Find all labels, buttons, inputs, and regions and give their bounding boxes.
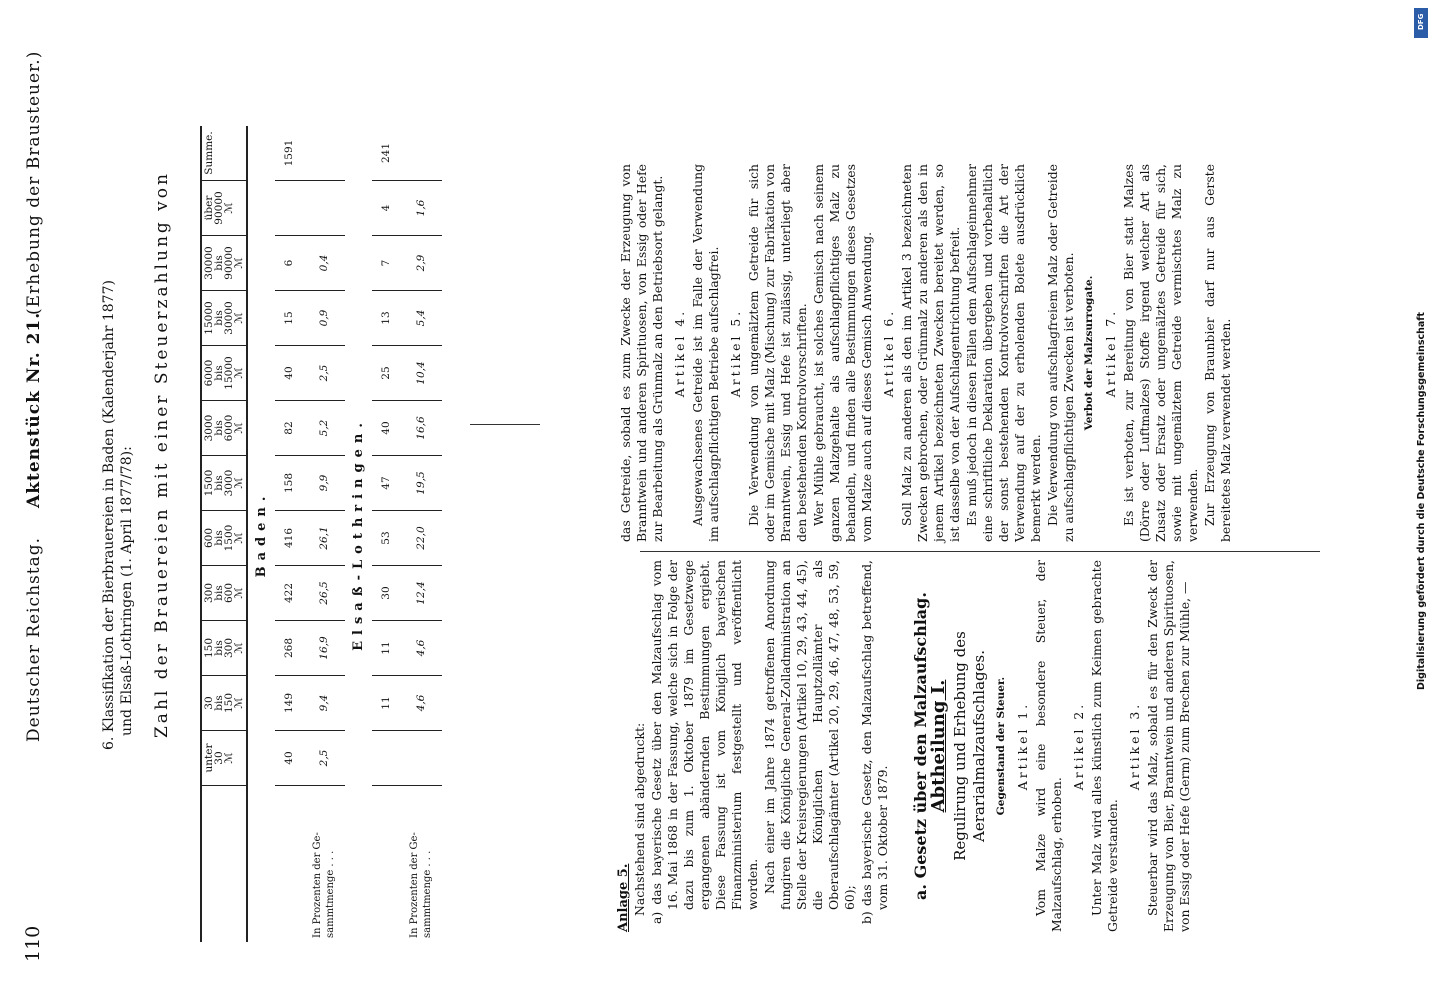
- percent-cell: [400, 126, 442, 181]
- column-header-line: 30000: [203, 246, 215, 280]
- column-header-line: bis: [213, 310, 225, 326]
- column-header: [201, 456, 247, 511]
- percent-cell: 5,4: [400, 291, 442, 346]
- region-name: Baden.: [254, 490, 269, 578]
- percent-cell: 9,4: [303, 676, 345, 731]
- percent-row: [303, 126, 345, 942]
- header-left: Deutscher Reichstag.: [24, 537, 44, 742]
- anlage-heading: Anlage 5.: [616, 863, 631, 932]
- digitization-credit: Digitalisierung gefördert durch die Deutsche Forschungsgemeinschaft: [1416, 312, 1427, 690]
- statistics-title: [100, 60, 136, 750]
- column-header: [201, 676, 247, 731]
- count-cell: 30: [372, 566, 400, 621]
- left-text-column: [616, 560, 1194, 932]
- column-header: [201, 566, 247, 621]
- classification-table: [200, 126, 442, 942]
- article-3-text: Steuerbar wird das Malz, sobald es für den Zweck der Erzeugung von Bier, Branntwein und anderen Spirituosen, von Essig oder Hefe (Germ) zum Brechen zur Mühle, —: [1145, 560, 1192, 932]
- count-row: [372, 126, 400, 942]
- count-row-label: [275, 786, 303, 943]
- statistics-title-line1: 6. Klassifikation der Bierbrauereien in Baden (Kalenderjahr 1877): [101, 280, 117, 750]
- percent-cell: 2,5: [303, 346, 345, 401]
- count-cell: 15: [275, 291, 303, 346]
- count-cell: 47: [372, 456, 400, 511]
- percent-cell: 16,9: [303, 621, 345, 676]
- column-header-line: 300: [223, 637, 235, 659]
- count-cell: 25: [372, 346, 400, 401]
- percent-cell: 12,4: [400, 566, 442, 621]
- verbot-heading: Verbot der Malzsurrogate.: [1083, 275, 1095, 431]
- count-cell: 82: [275, 401, 303, 456]
- column-header-line: 90000: [223, 246, 235, 280]
- percent-cell: 9,9: [303, 456, 345, 511]
- column-header: [201, 731, 247, 786]
- percent-row-label: In Prozenten der Ge-sammtmenge . . .: [312, 832, 336, 938]
- percent-cell: 4,6: [400, 621, 442, 676]
- count-cell: 149: [275, 676, 303, 731]
- column-header-line: ℳ: [233, 587, 245, 599]
- count-cell: 422: [275, 566, 303, 621]
- count-cell: 11: [372, 676, 400, 731]
- column-header-line: ℳ: [233, 367, 245, 379]
- column-header-line: 30: [203, 696, 215, 710]
- article-7-heading: Artikel 7.: [1103, 308, 1118, 398]
- percent-cell: 4,6: [400, 676, 442, 731]
- count-cell: 241: [372, 126, 400, 181]
- count-cell: 40: [275, 346, 303, 401]
- article-5-text-2: Wer Mühle gebraucht, ist solches Gemisch nach seinem ganzen Malzgehalte als aufschlagpflichtiges Malz zu behandeln, und finden alle Bestimmungen dieses Gesetzes vom Malze auch auf dieses Gemisch Anwendung.: [811, 164, 874, 542]
- table-header-row: [201, 126, 247, 942]
- article-7-text-2: Zur Erzeugung von Braunbier darf nur aus Gerste bereitetes Malz verwendet werden.: [1202, 164, 1233, 542]
- column-header: [201, 401, 247, 456]
- column-header-line: 30000: [223, 301, 235, 335]
- regulation-heading: Regulirung und Erhebung des Aerarialmalzaufschlages.: [951, 631, 988, 861]
- item-a-text: a) das bayerische Gesetz über den Malzaufschlag vom 16. Mai 1868 in der Fassung, welche sich in Folge der dazu bis zum 1. Oktober 1879 im Gesetzwege ergangenen abändernden Bestimmungen ergiebt. Diese Fassung ist vom Königlich bayerischen Finanzministerium festgestellt und veröffentlicht worden.: [649, 560, 760, 924]
- count-cell: 268: [275, 621, 303, 676]
- column-header-line: bis: [213, 365, 225, 381]
- percent-cell: 2,5: [303, 731, 345, 786]
- percent-cell: 26,5: [303, 566, 345, 621]
- header-spacer: [201, 786, 247, 943]
- article-6-heading: Artikel 6.: [881, 308, 896, 398]
- dfg-logo: [1414, 8, 1428, 38]
- column-header: [201, 511, 247, 566]
- column-header-line: ℳ: [233, 532, 245, 544]
- column-header-line: 1500: [223, 524, 235, 552]
- gegenstand-heading: Gegenstand der Steuer.: [995, 676, 1007, 816]
- column-header-line: 90000: [213, 191, 225, 225]
- count-cell: 40: [275, 731, 303, 786]
- column-header-line: 600: [203, 527, 215, 549]
- section-a-heading: a. Gesetz über den Malzaufschlag.: [911, 592, 930, 900]
- count-cell: 1591: [275, 126, 303, 181]
- statistics-title-line2: und Elsaß-Lothringen (1. April 1877/78):: [119, 446, 135, 736]
- column-header-line: ℳ: [233, 257, 245, 269]
- percent-cell: 19,5: [400, 456, 442, 511]
- header-center: Aktenstück Nr. 21.: [24, 311, 44, 508]
- percent-cell: [400, 731, 442, 786]
- column-header: [201, 126, 247, 181]
- column-header-line: ℳ: [233, 697, 245, 709]
- column-header-line: 6000: [203, 359, 215, 387]
- column-header-line: ℳ: [233, 642, 245, 654]
- column-header-line: bis: [213, 585, 225, 601]
- count-cell: 13: [372, 291, 400, 346]
- percent-cell: 0,4: [303, 236, 345, 291]
- percent-cell: 2,9: [400, 236, 442, 291]
- column-header-line: unter: [203, 743, 215, 773]
- header-right: (Erhebung der Brausteuer.): [24, 50, 44, 315]
- article-5-text: Die Verwendung von ungemälztem Getreide für sich oder im Gemische mit Malz (Mischung) zur Fabrikation von Branntwein, Essig und Hefe ist zulässig, unterliegt aber den bestehenden Kontrolvorschriften.: [746, 164, 809, 542]
- column-header-line: bis: [213, 475, 225, 491]
- column-header-line: 150: [223, 692, 235, 714]
- count-cell: 4: [372, 181, 400, 236]
- count-cell: 40: [372, 401, 400, 456]
- percent-cell: 26,1: [303, 511, 345, 566]
- percent-cell: 1,6: [400, 181, 442, 236]
- article-1-heading: Artikel 1.: [1015, 701, 1030, 791]
- column-header-line: Summe.: [203, 131, 215, 175]
- article-1-text: Vom Malze wird eine besondere Steuer, der Malzaufschlag, erhoben.: [1033, 560, 1064, 932]
- column-header-line: 6000: [223, 414, 235, 442]
- abtheilung-heading: Abtheilung I.: [928, 679, 949, 813]
- column-divider: [640, 551, 1320, 552]
- column-header: [201, 236, 247, 291]
- percent-cell: 5,2: [303, 401, 345, 456]
- percent-cell: [303, 126, 345, 181]
- column-header-line: 15000: [203, 301, 215, 335]
- column-header-line: ℳ: [233, 477, 245, 489]
- column-header-line: bis: [213, 695, 225, 711]
- column-header: [201, 621, 247, 676]
- article-3-heading: Artikel 3.: [1127, 701, 1142, 791]
- column-header-line: ℳ: [233, 312, 245, 324]
- column-header-line: 3000: [223, 469, 235, 497]
- count-cell: 158: [275, 456, 303, 511]
- article-6-text: Soll Malz zu anderen als den im Artikel 3 bezeichneten Zwecken gebrochen, oder Grünmalz zu anderen als den in jenem Artikel bezeichneten Zwecken bereitet werden, so ist dasselbe von der Aufschlagentrichtung befreit.: [899, 164, 962, 542]
- column-header-line: bis: [213, 640, 225, 656]
- statistics-subtitle: Zahl der Brauereien mit einer Steuerzahlung von: [152, 171, 172, 738]
- article-6-text-3: Die Verwendung von aufschlagfreiem Malz oder Getreide zu aufschlagpflichtigen Zwecken ist verboten.: [1045, 164, 1076, 542]
- article-5-heading: Artikel 5.: [728, 308, 743, 398]
- percent-cell: 0,9: [303, 291, 345, 346]
- percent-row-label: In Prozenten der Ge-sammtmenge . . .: [409, 832, 433, 938]
- item-a-continuation: Nach einer im Jahre 1874 getroffenen Anordnung fungiren die Königliche General-Zolladministration an Stelle der Kreisregierungen (Artikel 10, 29, 43, 44, 45), die Königlichen Hauptzollämter als Oberaufschlagämter (Artikel 20, 29, 46, 47, 48, 53, 59, 60);: [762, 559, 857, 910]
- table-end-rule: [470, 424, 540, 425]
- statistics-table: [200, 42, 442, 942]
- percent-cell: 22,0: [400, 511, 442, 566]
- percent-row: [400, 126, 442, 942]
- percent-cell: 10,4: [400, 346, 442, 401]
- column-header-line: 300: [203, 582, 215, 604]
- column-header: [201, 291, 247, 346]
- column-header-line: 150: [203, 637, 215, 659]
- column-header-line: 30: [213, 751, 225, 765]
- region-heading-row: [247, 126, 275, 942]
- column-header-line: ℳ: [223, 202, 235, 214]
- article-2-heading: Artikel 2.: [1071, 701, 1086, 791]
- column-header-line: über: [203, 195, 215, 221]
- right-text-column: [618, 164, 1235, 542]
- column-header-line: ℳ: [233, 422, 245, 434]
- count-row-label: [372, 786, 400, 943]
- article-6-text-2: Es muß jedoch in diesen Fällen dem Aufschlageinnehmer eine schriftliche Deklaration übergeben und vorbehaltlich der sonst bestehenden Kontrolvorschriften die Art der Verwendung auf der zu erholenden Bolete ausdrücklich bemerkt werden.: [964, 164, 1043, 542]
- count-cell: 416: [275, 511, 303, 566]
- region-name: Elsaß-Lothringen.: [351, 417, 366, 651]
- count-row: [275, 126, 303, 942]
- count-cell: 7: [372, 236, 400, 291]
- column-header-line: 15000: [223, 356, 235, 390]
- column-header-line: ℳ: [223, 752, 235, 764]
- column-header: [201, 181, 247, 236]
- count-cell: [275, 181, 303, 236]
- intro-text: Nachstehend sind abgedruckt:: [632, 722, 647, 916]
- article-4-heading: Artikel 4.: [672, 308, 687, 398]
- count-cell: 6: [275, 236, 303, 291]
- column-header-line: bis: [213, 530, 225, 546]
- article-4-text: Ausgewachsenes Getreide ist im Falle der Verwendung im aufschlagpflichtigen Betriebe aufschlagfrei.: [690, 164, 721, 542]
- column-header-line: 3000: [203, 414, 215, 442]
- percent-cell: 16,6: [400, 401, 442, 456]
- region-heading-row: [345, 126, 372, 942]
- column-header: [201, 346, 247, 401]
- count-cell: [372, 731, 400, 786]
- dfg-logo-text: DFG: [1417, 13, 1425, 30]
- count-cell: 11: [372, 621, 400, 676]
- article-2-text: Unter Malz wird alles künstlich zum Keimen gebrachte Getreide verstanden.: [1089, 560, 1120, 932]
- item-b-text: b) das bayerische Gesetz, den Malzaufschlag betreffend, vom 31. Oktober 1879.: [859, 560, 890, 924]
- continuation-text: das Getreide, sobald es zum Zwecke der Erzeugung von Branntwein und anderen Spirituosen, von Essig oder Hefe zur Bearbeitung als Grünmalz an den Betriebsort gelangt.: [618, 164, 665, 542]
- column-header-line: 1500: [203, 469, 215, 497]
- column-header-line: bis: [213, 420, 225, 436]
- page-number: 110: [22, 925, 44, 962]
- column-header-line: 600: [223, 582, 235, 604]
- article-7-text: Es ist verboten, zur Bereitung von Bier statt Malzes (Dörre oder Luftmalzes) Stoffe irgend welcher Art als Zusatz oder Ersatz oder ungemälztes Getreide für sich, sowie mit ungemälztem Getreide vermischtes Malz zu verwenden.: [1121, 164, 1200, 542]
- column-header-line: bis: [213, 255, 225, 271]
- percent-cell: [303, 181, 345, 236]
- count-cell: 53: [372, 511, 400, 566]
